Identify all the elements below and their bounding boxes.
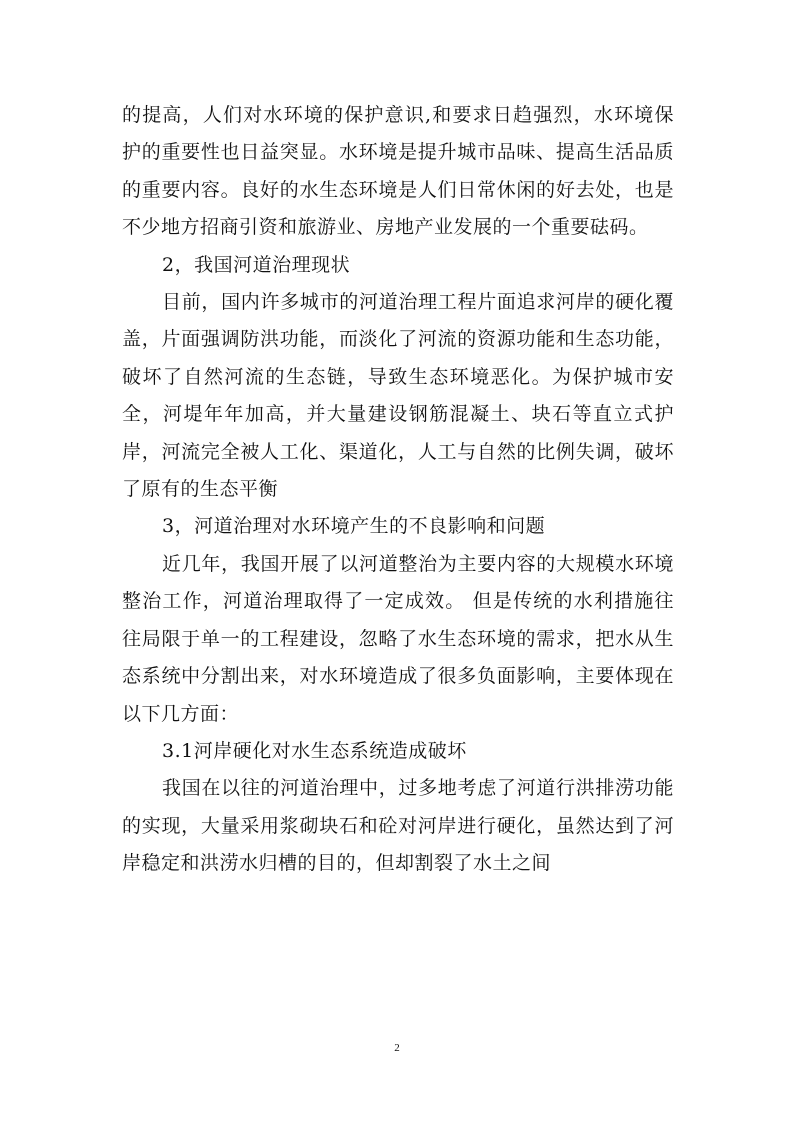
paragraph-continuation: 的提高，人们对水环境的保护意识,和要求日趋强烈，水环境保护的重要性也日益突显。水环境是提升城市品味、提高生活品质的重要内容。良好的水生态环境是人们日常休闲的好去处，也是不少地方招商引资和旅游业、房地产业发展的一个重要砝码。 — [122, 104, 674, 239]
section-heading-2: 2，我国河道治理现状 — [162, 253, 351, 276]
subsection-heading-3-1: 3.1河岸硬化对水生态系统造成破坏 — [162, 739, 467, 762]
section-heading-3: 3，河道治理对水环境产生的不良影响和问题 — [162, 515, 546, 538]
page-number: 2 — [394, 1042, 400, 1054]
paragraph-river-status: 目前，国内许多城市的河道治理工程片面追求河岸的硬化覆盖，片面强调防洪功能，而淡化了河流的资源功能和生态功能，破坏了自然河流的生态链，导致生态环境恶化。为保护城市安全，河堤年年加高，并大量建设钢筋混凝土、块石等直立式护岸，河流完全被人工化、渠道化，人工与自然的比例失调，破坏了原有的生态平衡 — [122, 291, 674, 501]
paragraph-hardening: 我国在以往的河道治理中，过多地考虑了河道行洪排涝功能的实现，大量采用浆砌块石和砼对河岸进行硬化，虽然达到了河岸稳定和洪涝水归槽的目的，但却割裂了水土之间 — [122, 777, 674, 875]
paragraph-impact: 近几年，我国开展了以河道整治为主要内容的大规模水环境整治工作，河道治理取得了一定成效。 但是传统的水利措施往往局限于单一的工程建设，忽略了水生态环境的需求，把水从生态系统中分割出来，对水环境造成了很多负面影响，主要体现在以下几方面： — [122, 552, 674, 725]
body-text — [122, 97, 674, 883]
